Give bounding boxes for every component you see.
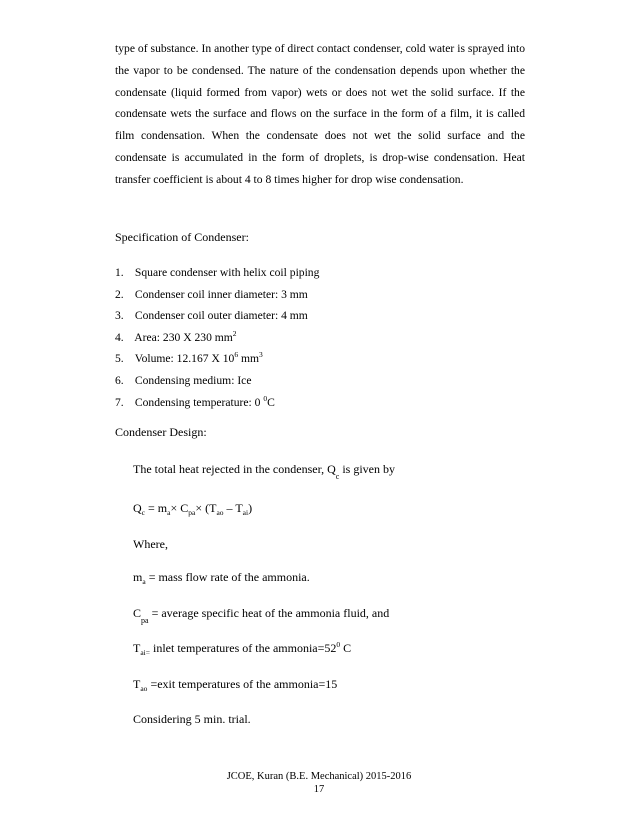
- spec-item: 7. Condensing temperature: 0 $^0$C: [115, 393, 275, 409]
- design-heading: Condenser Design:: [115, 425, 207, 439]
- exit-temperature-definition: $T_{ao}$ =exit temperatures of the ammonia=15: [133, 677, 338, 693]
- specification-list: [115, 262, 319, 413]
- spec-item: 1. Square condenser with helix coil piping: [115, 266, 320, 279]
- spec-item: 5. Volume: 12.167 X $10^6$ $mm^3$: [115, 350, 263, 366]
- intro-paragraph: type of substance. In another type of direct contact condenser, cold water is sprayed into the vapor to be condensed. The nature of the condensation depends upon whether the condensate (liquid formed from vapor) wets or does not wet the solid surface. If the condensate wets the surface and flows on the surface in the form of a film, it is called film condensation. When the condensate does not wet the solid surface and the condensate is accumulated in the form of droplets, is drop-wise condensation. Heat transfer coefficient is about 4 to 8 times higher for drop wise condensation.: [115, 42, 525, 186]
- inlet-temperature-definition: $T_{ai=}$ inlet temperatures of the $ammonia=52^0$ C: [133, 640, 352, 657]
- trial-duration-note: Considering 5 min. trial.: [133, 712, 251, 726]
- heat-equation: $Q_c = m_a\times C_{pa}\times (T_{ao} - T_{ai})$: [133, 501, 253, 517]
- heat-rejected-statement: The total heat rejected in the condenser, $Q_c$ is given by: [133, 462, 395, 481]
- footer-institution: JCOE, Kuran (B.E. Mechanical) 2015-2016: [226, 771, 412, 782]
- page-number: 17: [313, 784, 325, 795]
- mass-flow-definition: $m_a$ = mass flow rate of the ammonia.: [133, 570, 310, 586]
- spec-item: 4. Area: 230 X 230 $mm^2$: [115, 328, 237, 344]
- specification-heading: Specification of Condenser:: [115, 230, 249, 244]
- page-footer: [0, 770, 638, 796]
- where-label: Where,: [133, 537, 168, 551]
- spec-item: 6. Condensing medium: Ice: [115, 373, 252, 387]
- spec-item: 3. Condenser coil outer diameter: 4 mm: [115, 309, 308, 323]
- specific-heat-definition: $C_{pa}$ = average specific heat of the ammonia fluid, and: [133, 606, 390, 625]
- spec-item: 2. Condenser coil inner diameter: 3 mm: [115, 287, 308, 301]
